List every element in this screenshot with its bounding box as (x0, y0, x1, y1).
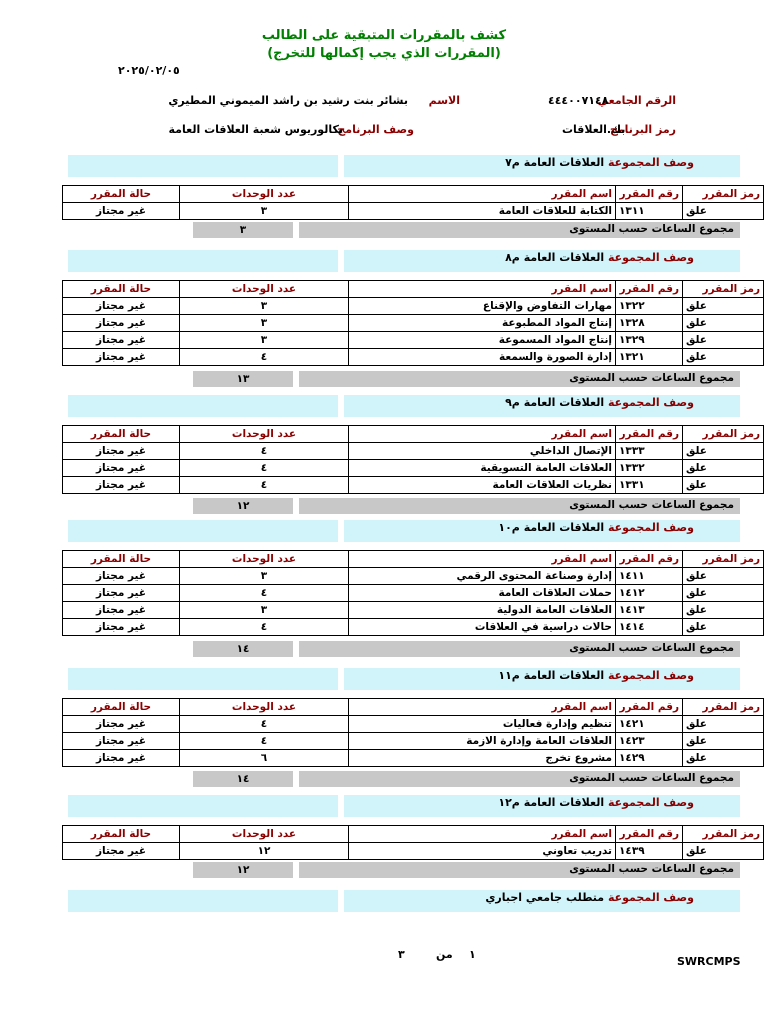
courses-table-4 (62, 698, 764, 767)
group-box-left-4 (68, 668, 338, 690)
group-title-0 (505, 156, 694, 169)
course-units: ٣ (180, 315, 349, 332)
course-code: علق (683, 568, 764, 585)
course-code: علق (683, 315, 764, 332)
group-desc-label: وصف المجموعة (607, 156, 694, 169)
col-units-header: عدد الوحدات (180, 826, 349, 843)
course-number: ١٤١٢ (616, 585, 683, 602)
courses-table-2 (62, 425, 764, 494)
group-total-label: مجموع الساعات حسب المستوى (299, 222, 740, 238)
col-units-header: عدد الوحدات (180, 551, 349, 568)
course-units: ٣ (180, 332, 349, 349)
course-units: ٦ (180, 750, 349, 767)
table-row (63, 443, 764, 460)
col-code-header: رمز المقرر (683, 186, 764, 203)
course-code: علق (683, 733, 764, 750)
group-name: العلاقات العامة م٩ (505, 396, 605, 409)
course-units: ٤ (180, 349, 349, 366)
group-desc-label: وصف المجموعة (607, 521, 694, 534)
course-name: تدريب تعاوني (349, 843, 616, 860)
col-name-header: اسم المقرر (349, 826, 616, 843)
course-number: ١٣٢٩ (616, 332, 683, 349)
course-units: ٤ (180, 477, 349, 494)
group-total-value: ٣ (193, 222, 293, 238)
course-code: علق (683, 750, 764, 767)
program-code-label: رمز البرنامج (609, 123, 676, 136)
course-units: ١٢ (180, 843, 349, 860)
col-units-header: عدد الوحدات (180, 281, 349, 298)
report-date: ٢٠٢٥/٠٢/٠٥ (118, 64, 180, 77)
group-title-2 (505, 396, 694, 409)
course-name: حملات العلاقات العامة (349, 585, 616, 602)
group-total-value: ١٢ (193, 862, 293, 878)
col-num-header: رقم المقرر (616, 699, 683, 716)
col-name-header: اسم المقرر (349, 699, 616, 716)
col-code-header: رمز المقرر (683, 826, 764, 843)
col-code-header: رمز المقرر (683, 699, 764, 716)
group-desc-label: وصف المجموعة (607, 669, 694, 682)
course-units: ٣ (180, 203, 349, 220)
student-name-label: الاسم (428, 94, 460, 107)
course-status: غير مجتاز (63, 315, 180, 332)
group-desc-label: وصف المجموعة (607, 396, 694, 409)
course-code: علق (683, 349, 764, 366)
group-total-label: مجموع الساعات حسب المستوى (299, 862, 740, 878)
col-name-header: اسم المقرر (349, 186, 616, 203)
course-status: غير مجتاز (63, 568, 180, 585)
col-num-header: رقم المقرر (616, 281, 683, 298)
course-name: العلاقات العامة التسويقية (349, 460, 616, 477)
table-header-row (63, 551, 764, 568)
course-status: غير مجتاز (63, 443, 180, 460)
group-name: متطلب جامعي اجباري (485, 891, 605, 904)
group-title-1 (505, 251, 694, 264)
table-header-row (63, 826, 764, 843)
courses-table-3 (62, 550, 764, 636)
program-desc-label: وصف البرنامج (337, 123, 414, 136)
course-status: غير مجتاز (63, 203, 180, 220)
course-code: علق (683, 585, 764, 602)
col-units-header: عدد الوحدات (180, 699, 349, 716)
course-number: ١٣٢٨ (616, 315, 683, 332)
course-code: علق (683, 477, 764, 494)
course-number: ١٣٣٢ (616, 460, 683, 477)
course-status: غير مجتاز (63, 332, 180, 349)
course-number: ١٤١١ (616, 568, 683, 585)
group-name: العلاقات العامة م١٠ (498, 521, 605, 534)
col-name-header: اسم المقرر (349, 551, 616, 568)
course-name: الكتابة للعلاقات العامة (349, 203, 616, 220)
course-units: ٤ (180, 585, 349, 602)
course-status: غير مجتاز (63, 460, 180, 477)
course-status: غير مجتاز (63, 733, 180, 750)
table-row (63, 585, 764, 602)
course-number: ١٣٢٢ (616, 298, 683, 315)
course-code: علق (683, 602, 764, 619)
group-total-label: مجموع الساعات حسب المستوى (299, 641, 740, 657)
course-name: مهارات التفاوض والإقناع (349, 298, 616, 315)
table-row (63, 733, 764, 750)
table-header-row (63, 699, 764, 716)
col-code-header: رمز المقرر (683, 426, 764, 443)
course-name: تنظيم وإدارة فعاليات (349, 716, 616, 733)
col-units-header: عدد الوحدات (180, 426, 349, 443)
col-name-header: اسم المقرر (349, 426, 616, 443)
course-name: إدارة وصناعة المحتوى الرقمي (349, 568, 616, 585)
group-total-value: ١٢ (193, 498, 293, 514)
course-status: غير مجتاز (63, 349, 180, 366)
course-status: غير مجتاز (63, 716, 180, 733)
table-row (63, 332, 764, 349)
group-total-value: ١٣ (193, 371, 293, 387)
course-number: ١٤٣٩ (616, 843, 683, 860)
course-number: ١٤١٣ (616, 602, 683, 619)
course-number: ١٤٢٣ (616, 733, 683, 750)
col-num-header: رقم المقرر (616, 426, 683, 443)
course-name: نظريات العلاقات العامة (349, 477, 616, 494)
group-desc-label: وصف المجموعة (607, 251, 694, 264)
table-row (63, 460, 764, 477)
course-code: علق (683, 843, 764, 860)
group-title-3 (498, 521, 694, 534)
col-num-header: رقم المقرر (616, 551, 683, 568)
course-units: ٤ (180, 716, 349, 733)
col-num-header: رقم المقرر (616, 826, 683, 843)
group-name: العلاقات العامة م١١ (498, 669, 605, 682)
course-name: الإتصال الداخلي (349, 443, 616, 460)
report-code: SWRCMPS (677, 955, 741, 968)
course-name: إنتاج المواد المطبوعة (349, 315, 616, 332)
col-status-header: حالة المقرر (63, 186, 180, 203)
group-box-left-2 (68, 395, 338, 417)
course-code: علق (683, 619, 764, 636)
program-desc-value: بكالوريوس شعبة العلاقات العامة (168, 123, 343, 136)
table-row (63, 619, 764, 636)
table-row (63, 750, 764, 767)
group-title-4 (498, 669, 694, 682)
table-row (63, 349, 764, 366)
page-total: ٣ (398, 948, 405, 961)
col-name-header: اسم المقرر (349, 281, 616, 298)
group-total-value: ١٤ (193, 771, 293, 787)
courses-table-5 (62, 825, 764, 860)
course-units: ٤ (180, 443, 349, 460)
table-header-row (63, 281, 764, 298)
table-row (63, 315, 764, 332)
courses-table-0 (62, 185, 764, 220)
group-box-left-1 (68, 250, 338, 272)
group-total-label: مجموع الساعات حسب المستوى (299, 771, 740, 787)
col-status-header: حالة المقرر (63, 826, 180, 843)
course-number: ١٣٣١ (616, 477, 683, 494)
course-name: مشروع تخرج (349, 750, 616, 767)
group-desc-label: وصف المجموعة (607, 891, 694, 904)
course-name: إدارة الصورة والسمعة (349, 349, 616, 366)
table-row (63, 843, 764, 860)
course-code: علق (683, 203, 764, 220)
course-code: علق (683, 716, 764, 733)
group-total-label: مجموع الساعات حسب المستوى (299, 371, 740, 387)
course-number: ١٣١١ (616, 203, 683, 220)
group-box-left-last (68, 890, 338, 912)
course-units: ٣ (180, 602, 349, 619)
course-status: غير مجتاز (63, 585, 180, 602)
page-current: ١ (469, 948, 476, 961)
report-title: كشف بالمقررات المتبقية على الطالب (261, 28, 507, 43)
program-code-value: بك.العلاقات (562, 123, 626, 136)
course-number: ١٤٢١ (616, 716, 683, 733)
course-number: ١٣٢١ (616, 349, 683, 366)
group-name: العلاقات العامة م١٢ (498, 796, 605, 809)
table-header-row (63, 186, 764, 203)
table-row (63, 568, 764, 585)
course-units: ٣ (180, 298, 349, 315)
group-total-value: ١٤ (193, 641, 293, 657)
course-status: غير مجتاز (63, 602, 180, 619)
course-status: غير مجتاز (63, 843, 180, 860)
table-row (63, 716, 764, 733)
course-status: غير مجتاز (63, 619, 180, 636)
course-units: ٤ (180, 619, 349, 636)
student-id-label: الرقم الجامعي (597, 94, 676, 107)
col-status-header: حالة المقرر (63, 551, 180, 568)
col-units-header: عدد الوحدات (180, 186, 349, 203)
table-row (63, 298, 764, 315)
group-title-last (485, 891, 694, 904)
course-number: ١٤١٤ (616, 619, 683, 636)
course-number: ١٣٣٣ (616, 443, 683, 460)
group-name: العلاقات العامة م٧ (505, 156, 605, 169)
col-code-header: رمز المقرر (683, 281, 764, 298)
col-code-header: رمز المقرر (683, 551, 764, 568)
course-units: ٤ (180, 460, 349, 477)
report-subtitle: (المقررات الذي يجب إكمالها للتخرج) (267, 46, 501, 61)
course-name: العلاقات العامة وإدارة الازمة (349, 733, 616, 750)
group-total-label: مجموع الساعات حسب المستوى (299, 498, 740, 514)
group-box-left-0 (68, 155, 338, 177)
student-id-value: ٤٤٤٠٠٧١٤٨ (548, 94, 609, 107)
course-code: علق (683, 332, 764, 349)
course-number: ١٤٢٩ (616, 750, 683, 767)
group-box-left-5 (68, 795, 338, 817)
courses-table-1 (62, 280, 764, 366)
table-row (63, 477, 764, 494)
course-status: غير مجتاز (63, 477, 180, 494)
page-of-label: من (436, 948, 453, 961)
group-name: العلاقات العامة م٨ (505, 251, 605, 264)
course-code: علق (683, 443, 764, 460)
course-code: علق (683, 460, 764, 477)
col-status-header: حالة المقرر (63, 281, 180, 298)
table-header-row (63, 426, 764, 443)
course-code: علق (683, 298, 764, 315)
course-name: إنتاج المواد المسموعة (349, 332, 616, 349)
course-status: غير مجتاز (63, 750, 180, 767)
col-status-header: حالة المقرر (63, 426, 180, 443)
group-desc-label: وصف المجموعة (607, 796, 694, 809)
course-units: ٣ (180, 568, 349, 585)
student-name-value: بشائر بنت رشيد بن راشد الميموني المطيري (168, 94, 408, 107)
col-status-header: حالة المقرر (63, 699, 180, 716)
course-name: العلاقات العامة الدولية (349, 602, 616, 619)
course-units: ٤ (180, 733, 349, 750)
group-box-left-3 (68, 520, 338, 542)
course-name: حالات دراسية في العلاقات (349, 619, 616, 636)
table-row (63, 602, 764, 619)
table-row (63, 203, 764, 220)
group-title-5 (498, 796, 694, 809)
course-status: غير مجتاز (63, 298, 180, 315)
col-num-header: رقم المقرر (616, 186, 683, 203)
